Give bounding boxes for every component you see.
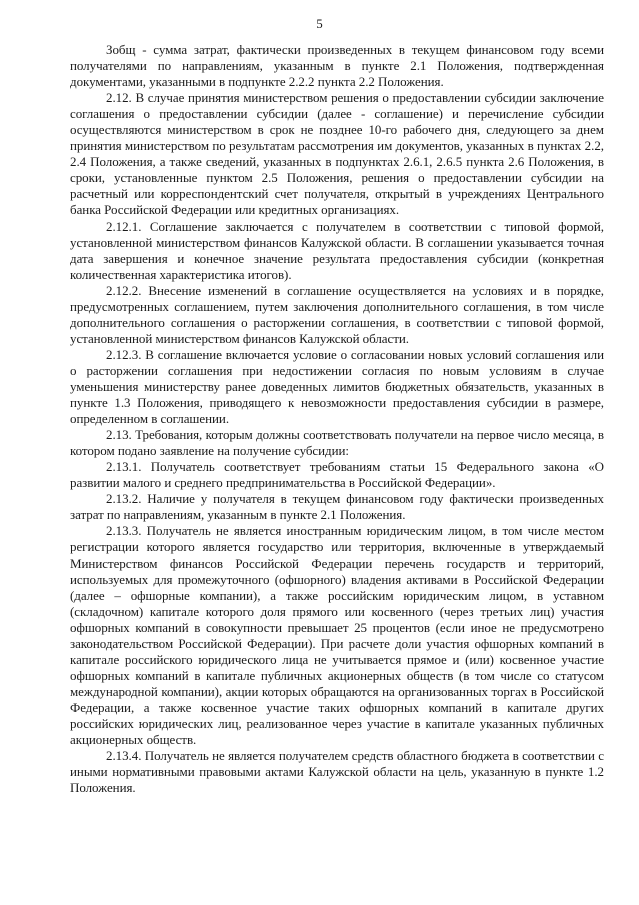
paragraph-2-12: 2.12. В случае принятия министерством решения о предоставлении субсидии заключение соглашения о предоставлении субсидии (далее - соглашение) и перечисление субсидии осуществляются министерством в срок не позднее 10-го рабочего дня, следующего за днем принятия министерством по результатам рассмотрения им документов, указанных в пунктах 2.2, 2.4 Положения, а также сведений, указанных в подпунктах 2.6.1, 2.6.5 пункта 2.6 Положения, в сроки, установленные пунктом 2.5 Положения, решения о предоставлении субсидии на расчетный или корреспондентский счет получателя, открытый в учреждениях Центрального банка Российской Федерации или кредитных организациях. [70, 90, 604, 218]
paragraph-2-12-2: 2.12.2. Внесение изменений в соглашение осуществляется на условиях и в порядке, предусмотренных соглашением, путем заключения дополнительного соглашения, в том числе дополнительного соглашения о расторжении соглашения, в соответствии с типовой формой, установленной министерством финансов Калужской области. [70, 282, 604, 346]
paragraph-2-13-3: 2.13.3. Получатель не является иностранным юридическим лицом, в том числе местом регистрации которого является государство или территория, включенные в утверждаемый Министерством финансов Российской Федерации перечень государств и территорий, используемых для промежуточного (офшорного) владения активами в Российской Федерации (далее – офшорные компании), а также российским юридическим лицом, в уставном (складочном) капитале которого доля прямого или косвенного (через третьих лиц) участия офшорных компаний в совокупности превышает 25 процентов (если иное не предусмотрено законодательством Российской Федерации). При расчете доли участия офшорных компаний в капитале российского юридического лица не учитывается прямое и (или) косвенное участие офшорных компаний в капитале публичных акционерных обществ (в том числе со статусом международной компании), акции которых обращаются на организованных торгах в Российской Федерации, а также косвенное участие таких офшорных компаний в капитале других российских юридических лиц, реализованное через участие в капитале указанных публичных акционерных обществ. [70, 523, 604, 748]
paragraph-2-13: 2.13. Требования, которым должны соответствовать получатели на первое число месяца, в котором подано заявление на получение субсидии: [70, 427, 604, 459]
paragraph-2-12-3: 2.12.3. В соглашение включается условие о согласовании новых условий соглашения или о расторжении соглашения при недостижении согласия по новым условиям в случае уменьшения министерству ранее доведенных лимитов бюджетных обязательств, указанных в пункте 1.3 Положения, приводящего к невозможности предоставления субсидии в размере, определенном в соглашении. [70, 346, 604, 427]
paragraph-2-13-4: 2.13.4. Получатель не является получателем средств областного бюджета в соответствии с иными нормативными правовыми актами Калужской области на цель, указанную в пункте 1.2 Положения. [70, 748, 604, 796]
paragraph-formula-explanation: Зобщ - сумма затрат, фактически произведенных в текущем финансовом году всеми получателями по направлениям, указанным в пункте 2.1 Положения, подтвержденная документами, указанными в подпункте 2.2.2 пункта 2.2 Положения. [70, 42, 604, 90]
paragraph-2-13-1: 2.13.1. Получатель соответствует требованиям статьи 15 Федерального закона «О развитии малого и среднего предпринимательства в Российской Федерации». [70, 459, 604, 491]
paragraph-2-13-2: 2.13.2. Наличие у получателя в текущем финансовом году фактически произведенных затрат по направлениям, указанным в пункте 2.1 Положения. [70, 491, 604, 523]
page-number: 5 [316, 16, 323, 31]
paragraph-2-12-1: 2.12.1. Соглашение заключается с получателем в соответствии с типовой формой, установленной министерством финансов Калужской области. В соглашении указывается точная дата завершения и конечное значение результата предоставления субсидии (конкретная количественная характеристика итогов). [70, 218, 604, 282]
document-body [70, 42, 604, 796]
